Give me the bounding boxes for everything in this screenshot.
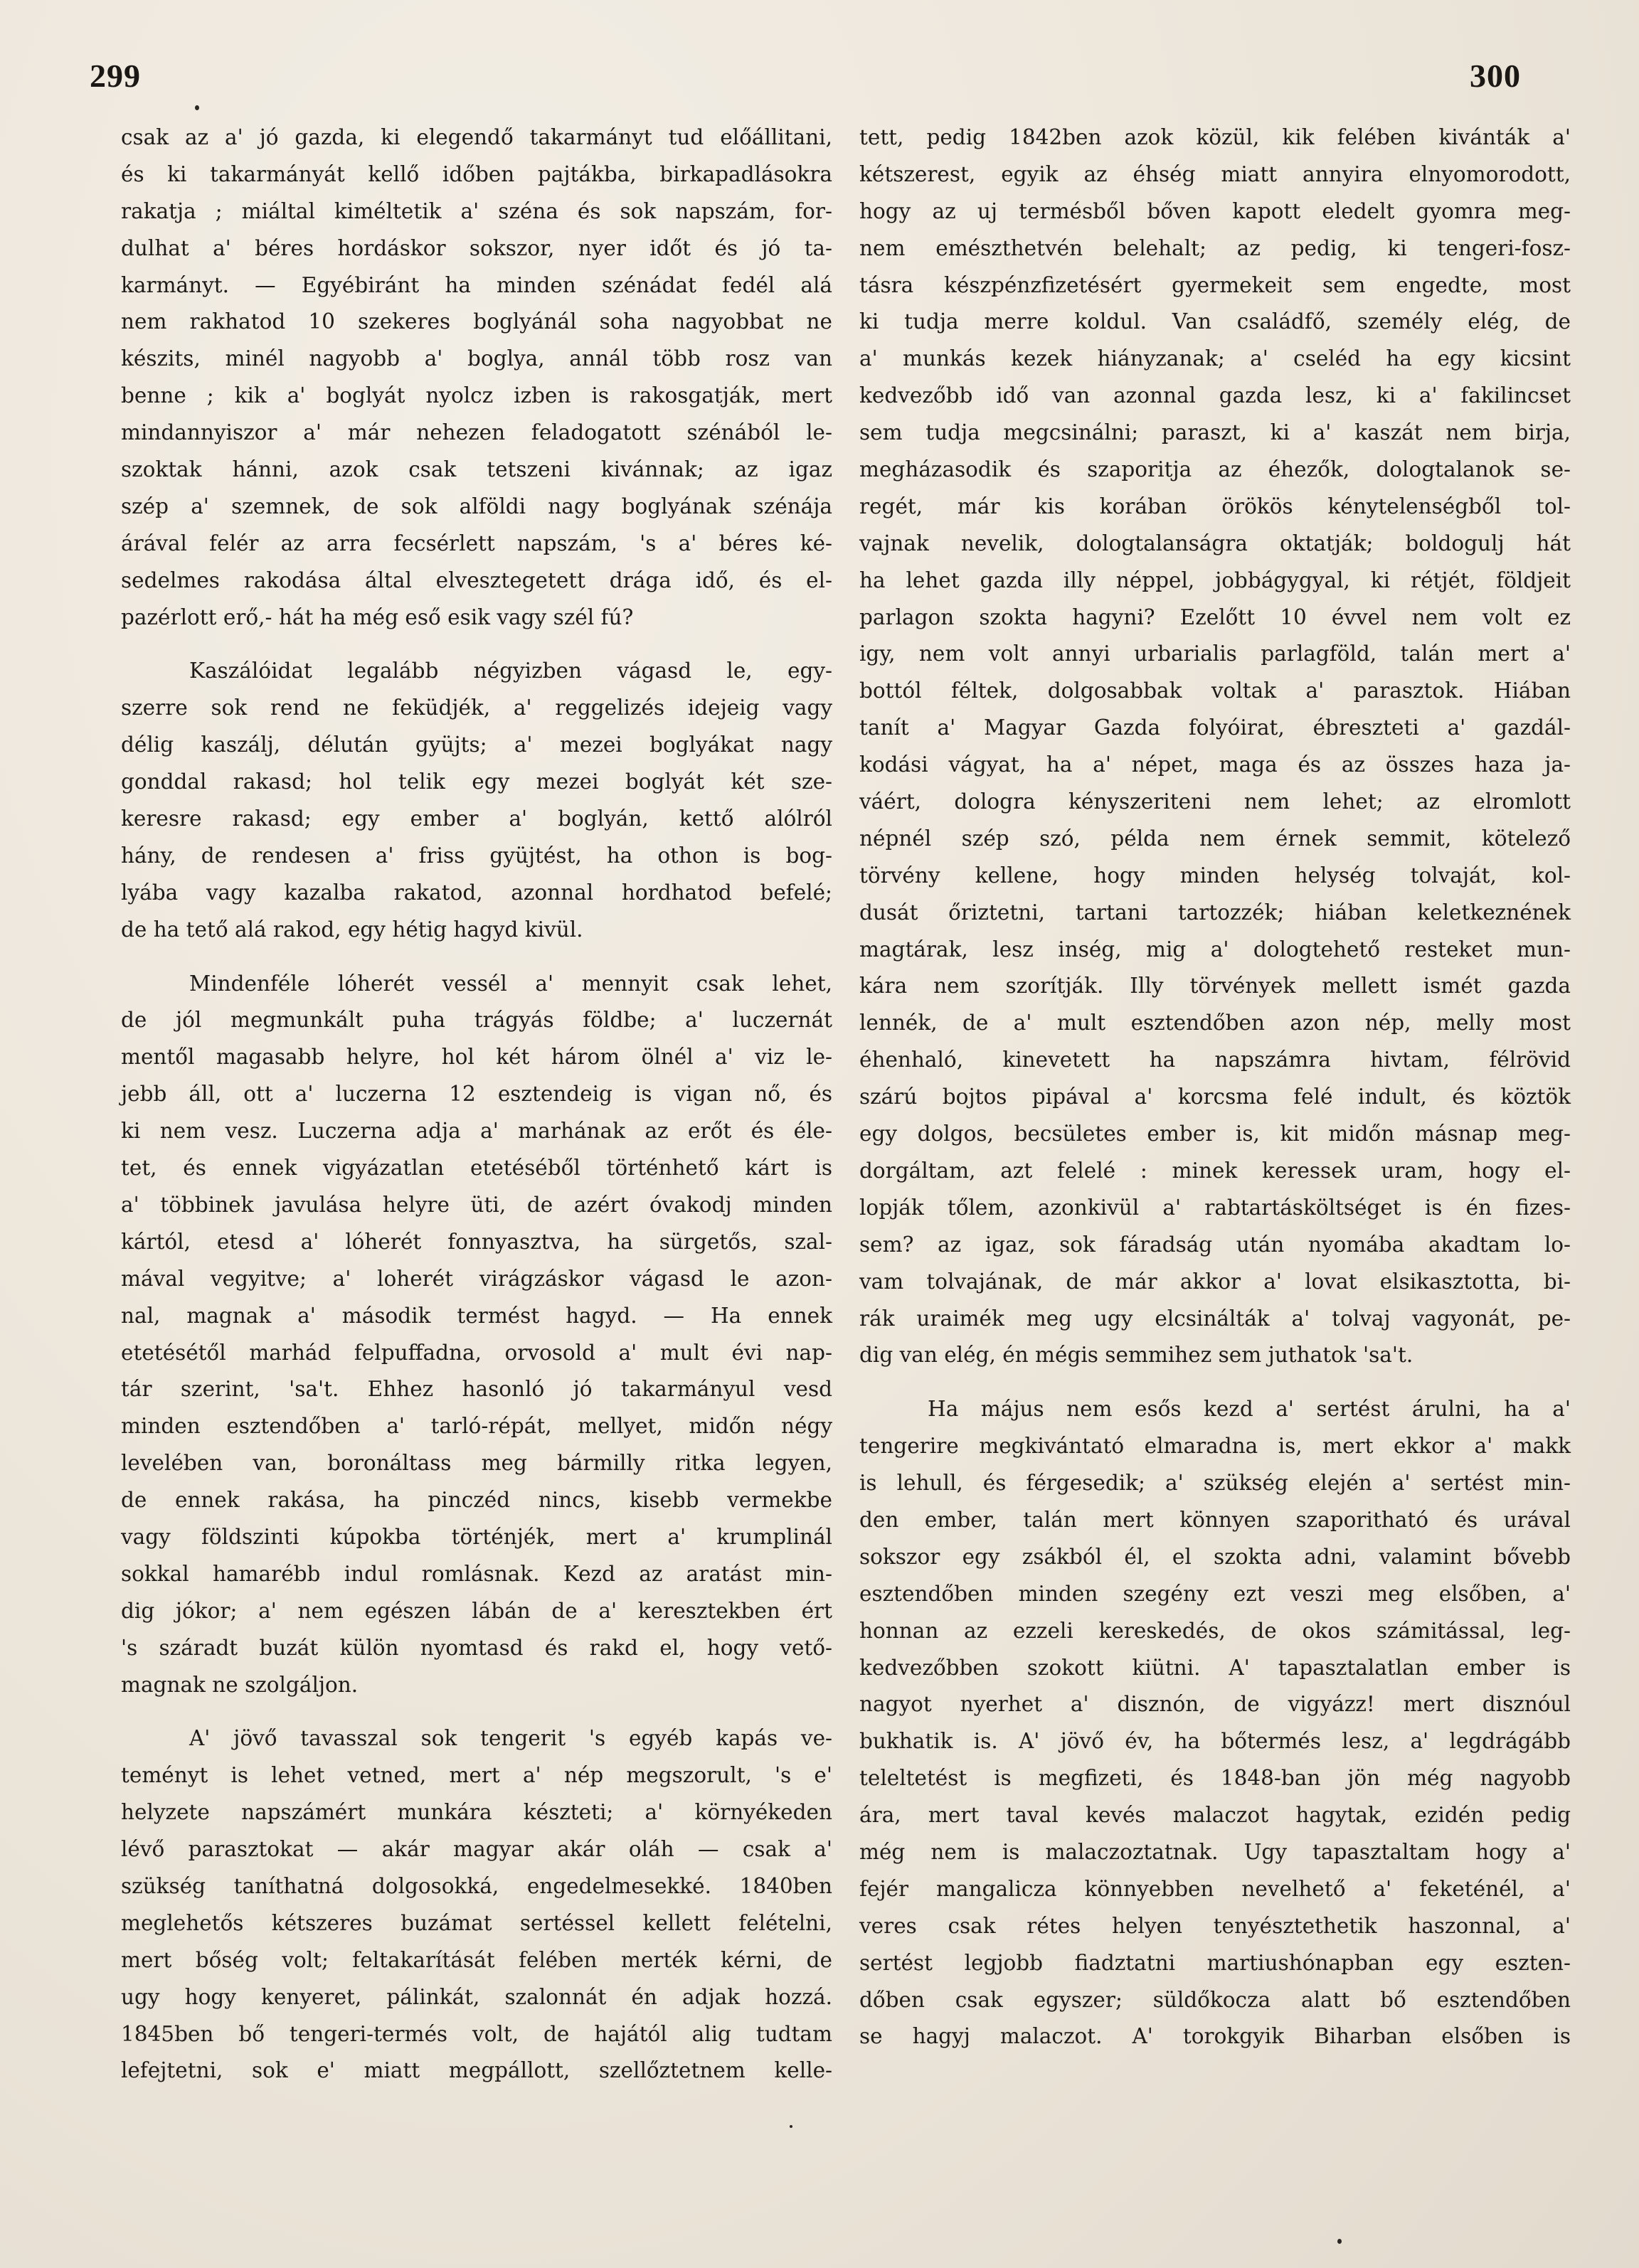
text-line: benne ; kik a' boglyát nyolcz izben is rakosgatják, mert: [121, 383, 832, 408]
text-line: kétszerest, egyik az éhség miatt annyira elnyomorodott,: [859, 161, 1571, 186]
text-line: bukhatik is. A' jövő év, ha bőtermés lesz, a' legdrágább: [859, 1729, 1571, 1754]
text-line: hogy az uj termésből bőven kapott eledelt gyomra meg-: [859, 198, 1571, 223]
text-line: nem rakhatod 10 szekeres boglyánál soha nagyobbat ne: [121, 309, 832, 334]
text-line: dig jókor; a' nem egészen lábán de a' keresztekben ért: [121, 1598, 832, 1623]
print-speck: [1337, 2239, 1342, 2244]
text-line: de ennek rakása, ha pinczéd nincs, kisebb vermekbe: [121, 1488, 832, 1513]
paragraph-gap: [121, 636, 832, 653]
text-line: magtárak, lesz inség, mig a' dologtehető resteket mun-: [859, 937, 1571, 962]
text-line: fejér mangalicza könnyebben nevelhető a' feketénél, a': [859, 1876, 1571, 1901]
text-line: nal, magnak a' második termést hagyd. — Ha ennek: [121, 1303, 832, 1328]
text-line: kártól, etesd a' lóherét fonnyasztva, ha sürgetős, szal-: [121, 1229, 832, 1254]
text-line: 1845ben bő tengeri-termés volt, de hajától alig tudtam: [121, 2021, 832, 2046]
column-gutter: [846, 114, 847, 2254]
text-line: helyzete napszámért munkára készteti; a' környékeden: [121, 1800, 832, 1825]
text-line: teleltetést is megfizeti, és 1848-ban jön még nagyobb: [859, 1766, 1571, 1791]
text-line: veres csak rétes helyen tenyésztethetik haszonnal, a': [859, 1913, 1571, 1938]
text-line: szárú bojtos pipával a' korcsma felé indult, és köztök: [859, 1085, 1571, 1109]
text-line: dusát őriztetni, tartani tartozzék; hiában keletkeznének: [859, 900, 1571, 925]
text-line: ki tudja merre koldul. Van családfő, személy elég, de: [859, 309, 1571, 334]
text-line: vajnak nevelik, dologtalanságra oktatják; boldogulj hát: [859, 531, 1571, 555]
text-line: kodási vágyat, ha a' népet, maga és az összes haza ja-: [859, 752, 1571, 777]
text-line: hány, de rendesen a' friss gyüjtést, ha othon is bog-: [121, 843, 832, 868]
text-line: kára nem szorítják. Illy törvények mellett ismét gazda: [859, 974, 1571, 999]
print-speck: [790, 2125, 792, 2128]
text-line: szoktak hánni, azok csak tetszeni kivánnak; az igaz: [121, 457, 832, 482]
text-line: is lehull, és férgesedik; a' szükség elején a' sertést min-: [859, 1471, 1571, 1496]
text-line: 's száradt buzát külön nyomtasd és rakd el, hogy vető-: [121, 1635, 832, 1660]
text-line: regét, már kis korában örökös kénytelenségből tol-: [859, 494, 1571, 518]
page-number-left: 299: [90, 58, 141, 94]
text-line: se hagyj malaczot. A' torokgyik Biharban elsőben is: [859, 2024, 1571, 2049]
print-speck: [195, 105, 199, 110]
text-line: megházasodik és szaporitja az éhezők, dologtalanok se-: [859, 457, 1571, 482]
text-line: de ha tető alá rakod, egy hétig hagyd kivül.: [121, 917, 583, 942]
text-line: törvény kellene, hogy minden helység tolvaját, kol-: [859, 863, 1571, 888]
text-line: bottól féltek, dolgosabbak voltak a' parasztok. Hiában: [859, 678, 1571, 703]
text-line: mával vegyitve; a' loherét virágzáskor vágasd le azon-: [121, 1266, 832, 1291]
text-line: lévő parasztokat — akár magyar akár oláh — csak a': [121, 1837, 832, 1862]
text-line: levelében van, boronáltass meg bármilly ritka legyen,: [121, 1451, 832, 1476]
text-line: dulhat a' béres hordáskor sokszor, nyer időt és jó ta-: [121, 235, 832, 260]
text-line: dőben csak egyszer; süldőkocza alatt bő esztendőben: [859, 1987, 1571, 2012]
text-line: vagy földszinti kúpokba történjék, mert a' krumplinál: [121, 1524, 832, 1549]
text-line: nagyot nyerhet a' disznón, de vigyázz! mert disznóul: [859, 1692, 1571, 1717]
text-line: dorgáltam, azt felelé : minek keressek uram, hogy el-: [859, 1158, 1571, 1183]
text-line: teményt is lehet vetned, mert a' nép megszorult, 's e': [121, 1763, 832, 1788]
text-line: rakatja ; miáltal kiméltetik a' széna és sok napszám, for-: [121, 198, 832, 223]
text-line: ha lehet gazda illy néppel, jobbágygyal, ki rétjét, földjeit: [859, 568, 1571, 592]
paragraph-gap: [859, 1374, 1571, 1391]
text-line: lefejtetni, sok e' miatt megpállott, szellőztetnem kelle-: [121, 2058, 832, 2083]
text-line: tet, és ennek vigyázatlan etetéséből történhető kárt is: [121, 1156, 832, 1181]
text-line: mindannyiszor a' már nehezen feladogatott szénából le-: [121, 420, 832, 445]
text-line: tár szerint, 'sa't. Ehhez hasonló jó takarmányul vesd: [121, 1377, 832, 1402]
text-line: rák uraimék meg ugy elcsinálták a' tolvaj vagyonát, pe-: [859, 1306, 1571, 1331]
text-line: ki nem vesz. Luczerna adja a' marhának az erőt és éle-: [121, 1119, 832, 1144]
text-line: nem emészthetvén belehalt; az pedig, ki tengeri-fosz-: [859, 235, 1571, 260]
text-line: és ki takarmányát kellő időben pajtákba, birkapadlásokra: [121, 161, 832, 186]
paragraph-gap: [121, 1703, 832, 1720]
text-line: magnak ne szolgáljon.: [121, 1672, 359, 1697]
text-line: ára, mert taval kevés malaczot hagytak, ezidén pedig: [859, 1803, 1571, 1828]
text-line: a' munkás kezek hiányzanak; a' cseléd ha egy kicsint: [859, 346, 1571, 371]
text-line: délig kaszálj, délután gyüjts; a' mezei boglyákat nagy: [121, 733, 832, 757]
text-line: sertést legjobb fiadztatni martiushónapban egy eszten-: [859, 1950, 1571, 1975]
text-line: Kaszálóidat legalább négyizben vágasd le, egy-: [189, 659, 832, 683]
text-line: minden esztendőben a' tarló-répát, mellyet, midőn négy: [121, 1414, 832, 1439]
text-line: a' többinek javulása helyre üti, de azért óvakodj minden: [121, 1192, 832, 1217]
right-text-column: [859, 119, 1571, 2055]
text-line: den ember, talán mert könnyen szaporitható és urával: [859, 1507, 1571, 1532]
text-line: igy, nem volt annyi urbarialis parlagföld, talán mert a': [859, 641, 1571, 666]
text-line: éhenhaló, kinevetett ha napszámra hivtam, félrövid: [859, 1048, 1571, 1072]
text-line: jebb áll, ott a' luczerna 12 esztendeig is vigan nő, és: [121, 1082, 832, 1107]
text-line: sem? az igaz, sok fáradság után nyomába akadtam lo-: [859, 1232, 1571, 1257]
text-line: szerre sok rend ne feküdjék, a' reggelizés idejeig vagy: [121, 696, 832, 720]
text-line: mentől magasabb helyre, hol két három ölnél a' viz le-: [121, 1045, 832, 1070]
text-line: tett, pedig 1842ben azok közül, kik felében kivánták a': [859, 125, 1571, 149]
left-text-column: [121, 119, 832, 2089]
text-line: még nem is malaczoztatnak. Ugy tapasztaltam hogy a': [859, 1839, 1571, 1864]
text-line: mert bőség volt; feltakarítását felében merték kérni, de: [121, 1947, 832, 1972]
text-line: etetésétől marhád felpuffadna, orvosold a' mult évi nap-: [121, 1340, 832, 1365]
text-line: szükség taníthatná dolgosokká, engedelmesekké. 1840ben: [121, 1873, 832, 1898]
text-line: kedvezőbb idő van azonnal gazda lesz, ki a' fakilincset: [859, 383, 1571, 408]
text-line: csak az a' jó gazda, ki elegendő takarmányt tud előállitani,: [121, 125, 832, 149]
text-line: sokkal hamarébb indul romlásnak. Kezd az aratást min-: [121, 1561, 832, 1586]
text-line: pazérlott erő,- hát ha még eső esik vagy szél fú?: [121, 605, 634, 629]
text-line: meglehetős kétszeres buzámat sertéssel kellett felételni,: [121, 1910, 832, 1935]
text-line: népnél szép szó, példa nem érnek semmit, kötelező: [859, 826, 1571, 851]
text-line: tásra készpénzfizetésért gyermekeit sem engedte, most: [859, 272, 1571, 297]
text-line: Mindenféle lóherét vessél a' mennyit csak lehet,: [189, 971, 832, 996]
text-line: kedvezőbben szokott kiütni. A' tapasztalatlan ember is: [859, 1655, 1571, 1680]
text-line: árával felér az arra fecsérlett napszám, 's a' béres ké-: [121, 531, 832, 555]
text-line: gonddal rakasd; hol telik egy mezei boglyát két sze-: [121, 770, 832, 794]
text-line: dig van elég, én mégis semmihez sem juthatok 'sa't.: [859, 1343, 1413, 1368]
text-line: sokszor egy zsákból él, el szokta adni, valamint bővebb: [859, 1544, 1571, 1569]
text-line: esztendőben minden szegény ezt veszi meg elsőben, a': [859, 1581, 1571, 1606]
text-line: lennék, de a' mult esztendőben azon nép, melly most: [859, 1011, 1571, 1035]
text-line: karmányt. — Egyébiránt ha minden szénádat fedél alá: [121, 272, 832, 297]
text-line: Ha május nem esős kezd a' sertést árulni, ha a': [928, 1397, 1571, 1422]
text-line: lyába vagy kazalba rakatod, azonnal hordhatod befelé;: [121, 880, 832, 905]
text-line: sedelmes rakodása által elvesztegetett drága idő, és el-: [121, 568, 832, 592]
text-line: vam tolvajának, de már akkor a' lovat elsikasztotta, bi-: [859, 1269, 1571, 1294]
text-line: sem tudja megcsinálni; paraszt, ki a' kaszát nem birja,: [859, 420, 1571, 445]
text-line: szép a' szemnek, de sok alföldi nagy boglyának szénája: [121, 494, 832, 518]
text-line: váért, dologra kényszeriteni nem lehet; az elromlott: [859, 789, 1571, 814]
text-line: honnan az ezzeli kereskedés, de okos számitással, leg-: [859, 1618, 1571, 1643]
text-line: ugy hogy kenyeret, pálinkát, szalonnát én adjak hozzá.: [121, 1984, 832, 2009]
text-line: tengerire megkivántató elmaradna is, mert ekkor a' makk: [859, 1434, 1571, 1459]
page-number-right: 300: [1470, 58, 1521, 94]
text-line: készits, minél nagyobb a' boglya, annál több rosz van: [121, 346, 832, 371]
text-line: A' jövő tavasszal sok tengerit 's egyéb kapás ve-: [189, 1726, 832, 1751]
text-line: parlagon szokta hagyni? Ezelőtt 10 évvel nem volt ez: [859, 605, 1571, 629]
text-line: egy dolgos, becsületes ember is, kit midőn másnap meg-: [859, 1122, 1571, 1146]
text-line: tanít a' Magyar Gazda folyóirat, ébreszteti a' gazdál-: [859, 715, 1571, 740]
paragraph-gap: [121, 949, 832, 966]
text-line: keresre rakasd; egy ember a' boglyán, kettő alólról: [121, 806, 832, 831]
text-line: de jól megmunkált puha trágyás földbe; a' luczernát: [121, 1008, 832, 1033]
text-line: lopják tőlem, azonkivül a' rabtartásköltséget is én fizes-: [859, 1195, 1571, 1220]
